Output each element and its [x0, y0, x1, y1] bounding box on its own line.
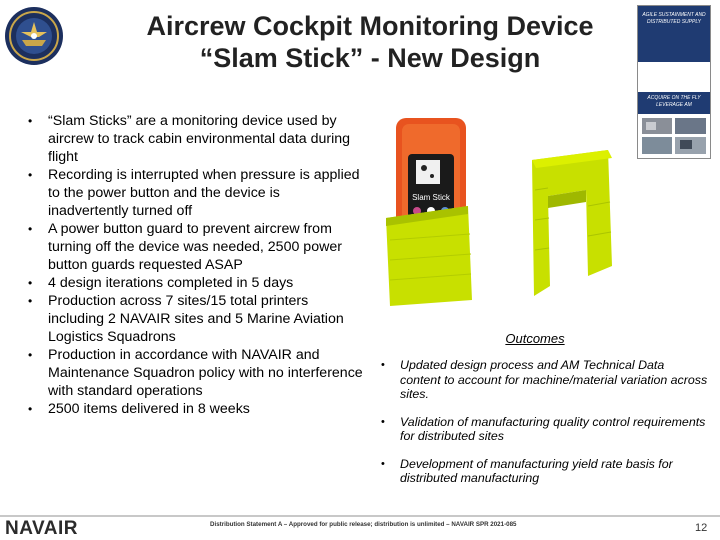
product-photo — [372, 110, 622, 308]
footer-divider — [0, 515, 720, 517]
bullet-item: • Recording is interrupted when pressure is applied to the power button and the device is inadvertently turned off — [24, 166, 364, 220]
bullet-item: • 2500 items delivered in 8 weeks — [24, 400, 364, 418]
power-button-guard-sleeve — [386, 206, 472, 306]
bullet-item: • 4 design iterations completed in 5 days — [24, 274, 364, 292]
navy-seal-logo — [4, 6, 64, 66]
power-button-guard — [532, 150, 612, 296]
outcomes-list — [378, 358, 708, 499]
bullet-item: • Production in accordance with NAVAIR and Maintenance Squadron policy with no interference with standard operations — [24, 346, 364, 400]
outcomes-title: Outcomes — [505, 331, 565, 346]
distribution-statement: Distribution Statement A – Approved for public release; distribution is unlimited – NAVAIR SPR 2021-085 — [210, 521, 517, 528]
bullet-list — [24, 112, 364, 418]
poster-images — [642, 118, 706, 154]
outcome-item: • Development of manufacturing yield rate basis for distributed manufacturing — [378, 457, 708, 486]
outcome-item: • Updated design process and AM Technical Data content to account for machine/material variation across sites. — [378, 358, 708, 402]
title-line-2: “Slam Stick” - New Design — [199, 43, 541, 73]
navair-logo: NAVAIR — [5, 518, 79, 539]
poster-thumbnail — [637, 5, 711, 159]
bullet-item: • Production across 7 sites/15 total printers including 2 NAVAIR sites and 5 Marine Aviation Logistics Squadrons — [24, 292, 364, 346]
page-number: 12 — [695, 522, 708, 534]
outcome-item: • Validation of manufacturing quality control requirements for distributed sites — [378, 415, 708, 444]
slide-title — [80, 10, 660, 74]
title-line-1: Aircrew Cockpit Monitoring Device — [146, 11, 594, 41]
bullet-item: • A power button guard to prevent aircrew from turning off the device was needed, 2500 power button guards requested ASAP — [24, 220, 364, 274]
device-label: Slam Stick — [412, 193, 450, 202]
bullet-item: • “Slam Sticks” are a monitoring device used by aircrew to track cabin environmental data during flight — [24, 112, 364, 166]
poster-subheader: ACQUIRE ON THE FLY LEVERAGE AM — [638, 92, 710, 114]
poster-header: AGILE SUSTAINMENT AND DISTRIBUTED SUPPLY — [638, 6, 710, 62]
